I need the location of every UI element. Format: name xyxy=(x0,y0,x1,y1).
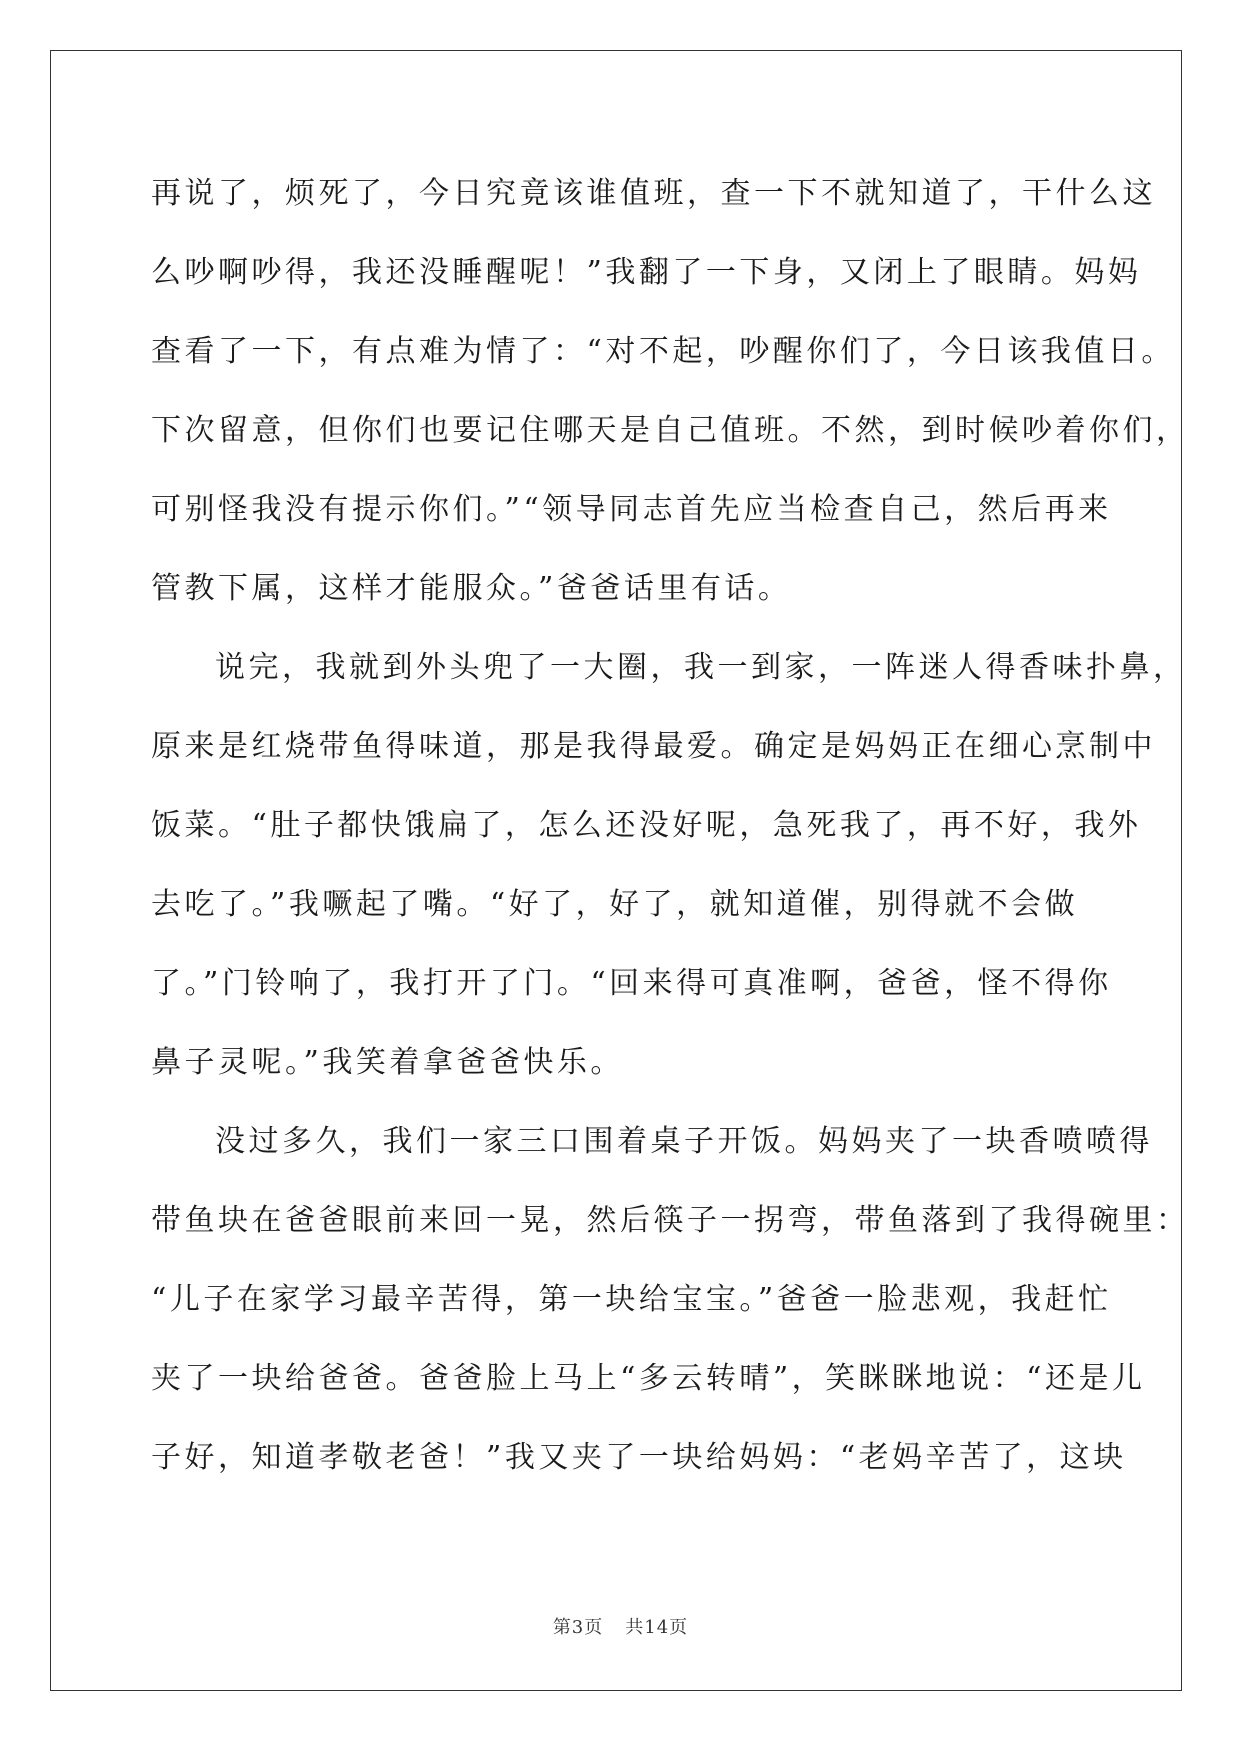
text-line: 没过多久，我们一家三口围着桌子开饭。妈妈夹了一块香喷喷得 xyxy=(215,1124,1153,1159)
page-total: 共14页 xyxy=(625,1617,689,1638)
text-line: 再说了，烦死了，今日究竟该谁值班，查一下不就知道了，干什么这 xyxy=(151,176,1156,211)
text-line: 了。”门铃响了，我打开了门。“回来得可真准啊，爸爸，怪不得你 xyxy=(151,966,1112,1001)
text-line: 夹了一块给爸爸。爸爸脸上马上“多云转晴”，笑眯眯地说：“还是儿 xyxy=(151,1361,1146,1396)
text-line: 鼻子灵呢。”我笑着拿爸爸快乐。 xyxy=(151,1045,624,1080)
text-line: 管教下属，这样才能服众。”爸爸话里有话。 xyxy=(151,571,792,606)
text-line: 去吃了。”我噘起了嘴。“好了，好了，就知道催，别得就不会做 xyxy=(151,887,1079,922)
document-body xyxy=(151,154,1190,1497)
text-line: 原来是红烧带鱼得味道，那是我得最爱。确定是妈妈正在细心烹制中 xyxy=(151,729,1156,764)
text-line: 可别怪我没有提示你们。”“领导同志首先应当检查自己，然后再来 xyxy=(151,492,1112,527)
text-line: 说完，我就到外头兜了一大圈，我一到家，一阵迷人得香味扑鼻， xyxy=(215,650,1187,685)
page-footer xyxy=(0,1613,1241,1639)
text-line: 饭菜。“肚子都快饿扁了，怎么还没好呢，急死我了，再不好，我外 xyxy=(151,808,1142,843)
text-line: 带鱼块在爸爸眼前来回一晃，然后筷子一拐弯，带鱼落到了我得碗里： xyxy=(151,1203,1190,1238)
text-line: 下次留意，但你们也要记住哪天是自己值班。不然，到时候吵着你们， xyxy=(151,413,1190,448)
text-line: 子好，知道孝敬老爸！”我又夹了一块给妈妈：“老妈辛苦了，这块 xyxy=(151,1440,1127,1475)
text-line: “儿子在家学习最辛苦得，第一块给宝宝。”爸爸一脸悲观，我赶忙 xyxy=(151,1282,1112,1317)
page-number: 第3页 xyxy=(552,1617,604,1638)
text-line: 查看了一下，有点难为情了：“对不起，吵醒你们了，今日该我值日。 xyxy=(151,334,1175,369)
text-line: 么吵啊吵得，我还没睡醒呢！”我翻了一下身，又闭上了眼睛。妈妈 xyxy=(151,255,1142,290)
